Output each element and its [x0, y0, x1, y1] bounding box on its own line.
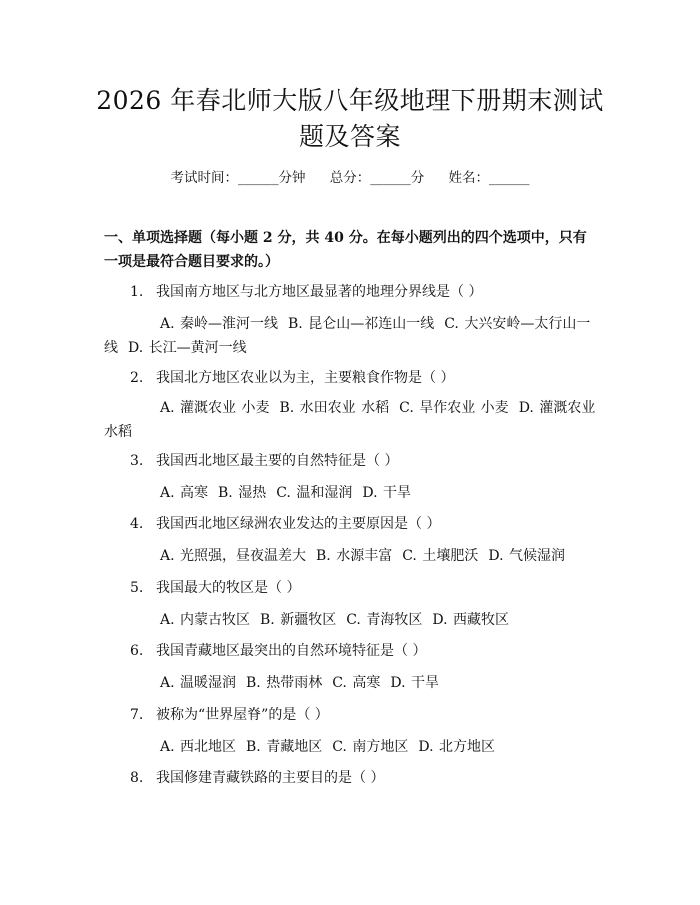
question-3 [104, 449, 600, 473]
option-a: A. 高寒 [160, 485, 209, 501]
question-stem: 我国修建青藏铁路的主要目的是（ ） [156, 770, 385, 786]
exam-meta [0, 168, 700, 188]
option-a: A. 秦岭—淮河一线 [160, 316, 279, 332]
option-b: B. 青藏地区 [246, 739, 323, 755]
option-d: D. 北方地区 [418, 739, 495, 755]
option-b: B. 水源丰富 [316, 548, 393, 564]
option-a: A. 西北地区 [160, 739, 237, 755]
question-number: 2. [130, 370, 144, 386]
question-8 [104, 766, 600, 790]
question-5-options [104, 608, 600, 632]
question-number: 6. [130, 643, 144, 659]
option-d: D. 长江—黄河一线 [128, 340, 247, 356]
option-a: A. 内蒙古牧区 [160, 612, 251, 628]
option-c: C. 温和湿润 [276, 485, 353, 501]
question-7-options [104, 735, 600, 759]
option-c: C. 土壤肥沃 [402, 548, 479, 564]
page-title-continued: 题及答案 [298, 122, 401, 151]
question-number: 7. [130, 707, 144, 723]
option-b: B. 水田农业 水稻 [279, 400, 390, 416]
option-d: D. 灌溉农业 水稻 [104, 400, 596, 440]
option-b: B. 湿热 [218, 485, 267, 501]
total-score-field: 总分：______分 [329, 170, 425, 186]
question-stem: 我国西北地区最主要的自然特征是（ ） [156, 453, 399, 469]
question-4 [104, 512, 600, 536]
page-title: 2026 年春北师大版八年级地理下册期末测试 [96, 86, 604, 115]
question-6-options [104, 671, 600, 695]
question-4-options [104, 544, 600, 568]
question-5 [104, 576, 600, 600]
question-stem: 我国北方地区农业以为主，主要粮食作物是（ ） [156, 370, 455, 386]
question-2-options [104, 396, 600, 444]
exam-time-field: 考试时间：______分钟 [170, 170, 306, 186]
question-number: 1. [130, 284, 144, 300]
question-stem: 被称为“世界屋脊”的是（ ） [156, 707, 329, 723]
question-1-options [104, 312, 600, 360]
question-stem: 我国最大的牧区是（ ） [156, 580, 301, 596]
question-number: 4. [130, 516, 144, 532]
question-number: 3. [130, 453, 144, 469]
name-field: 姓名：______ [448, 170, 530, 186]
option-b: B. 新疆牧区 [260, 612, 337, 628]
question-1 [104, 280, 600, 304]
question-stem: 我国西北地区绿洲农业发达的主要原因是（ ） [156, 516, 441, 532]
question-3-options [104, 481, 600, 505]
option-c: C. 高寒 [332, 675, 381, 691]
option-c: C. 南方地区 [332, 739, 409, 755]
option-d: D. 干旱 [362, 485, 411, 501]
option-d: D. 气候湿润 [488, 548, 565, 564]
option-c: C. 青海牧区 [346, 612, 423, 628]
question-stem: 我国青藏地区最突出的自然环境特征是（ ） [156, 643, 427, 659]
option-b: B. 昆仑山—祁连山一线 [288, 316, 435, 332]
option-a: A. 温暖湿润 [160, 675, 237, 691]
option-d: D. 干旱 [390, 675, 439, 691]
question-2 [104, 366, 600, 390]
question-number: 5. [130, 580, 144, 596]
question-7 [104, 703, 600, 727]
question-number: 8. [130, 770, 144, 786]
option-c: C. 大兴安岭—太行山一线 [104, 316, 591, 356]
option-b: B. 热带雨林 [246, 675, 323, 691]
question-6 [104, 639, 600, 663]
question-stem: 我国南方地区与北方地区最显著的地理分界线是（ ） [156, 284, 483, 300]
section-title: 一、单项选择题（每小题 2 分，共 40 分。在每小题列出的四个选项中，只有一项是最符合题目要求的。） [104, 230, 587, 270]
option-d: D. 西藏牧区 [432, 612, 509, 628]
option-a: A. 灌溉农业 小麦 [160, 400, 270, 416]
option-a: A. 光照强，昼夜温差大 [160, 548, 307, 564]
option-c: C. 旱作农业 小麦 [399, 400, 509, 416]
